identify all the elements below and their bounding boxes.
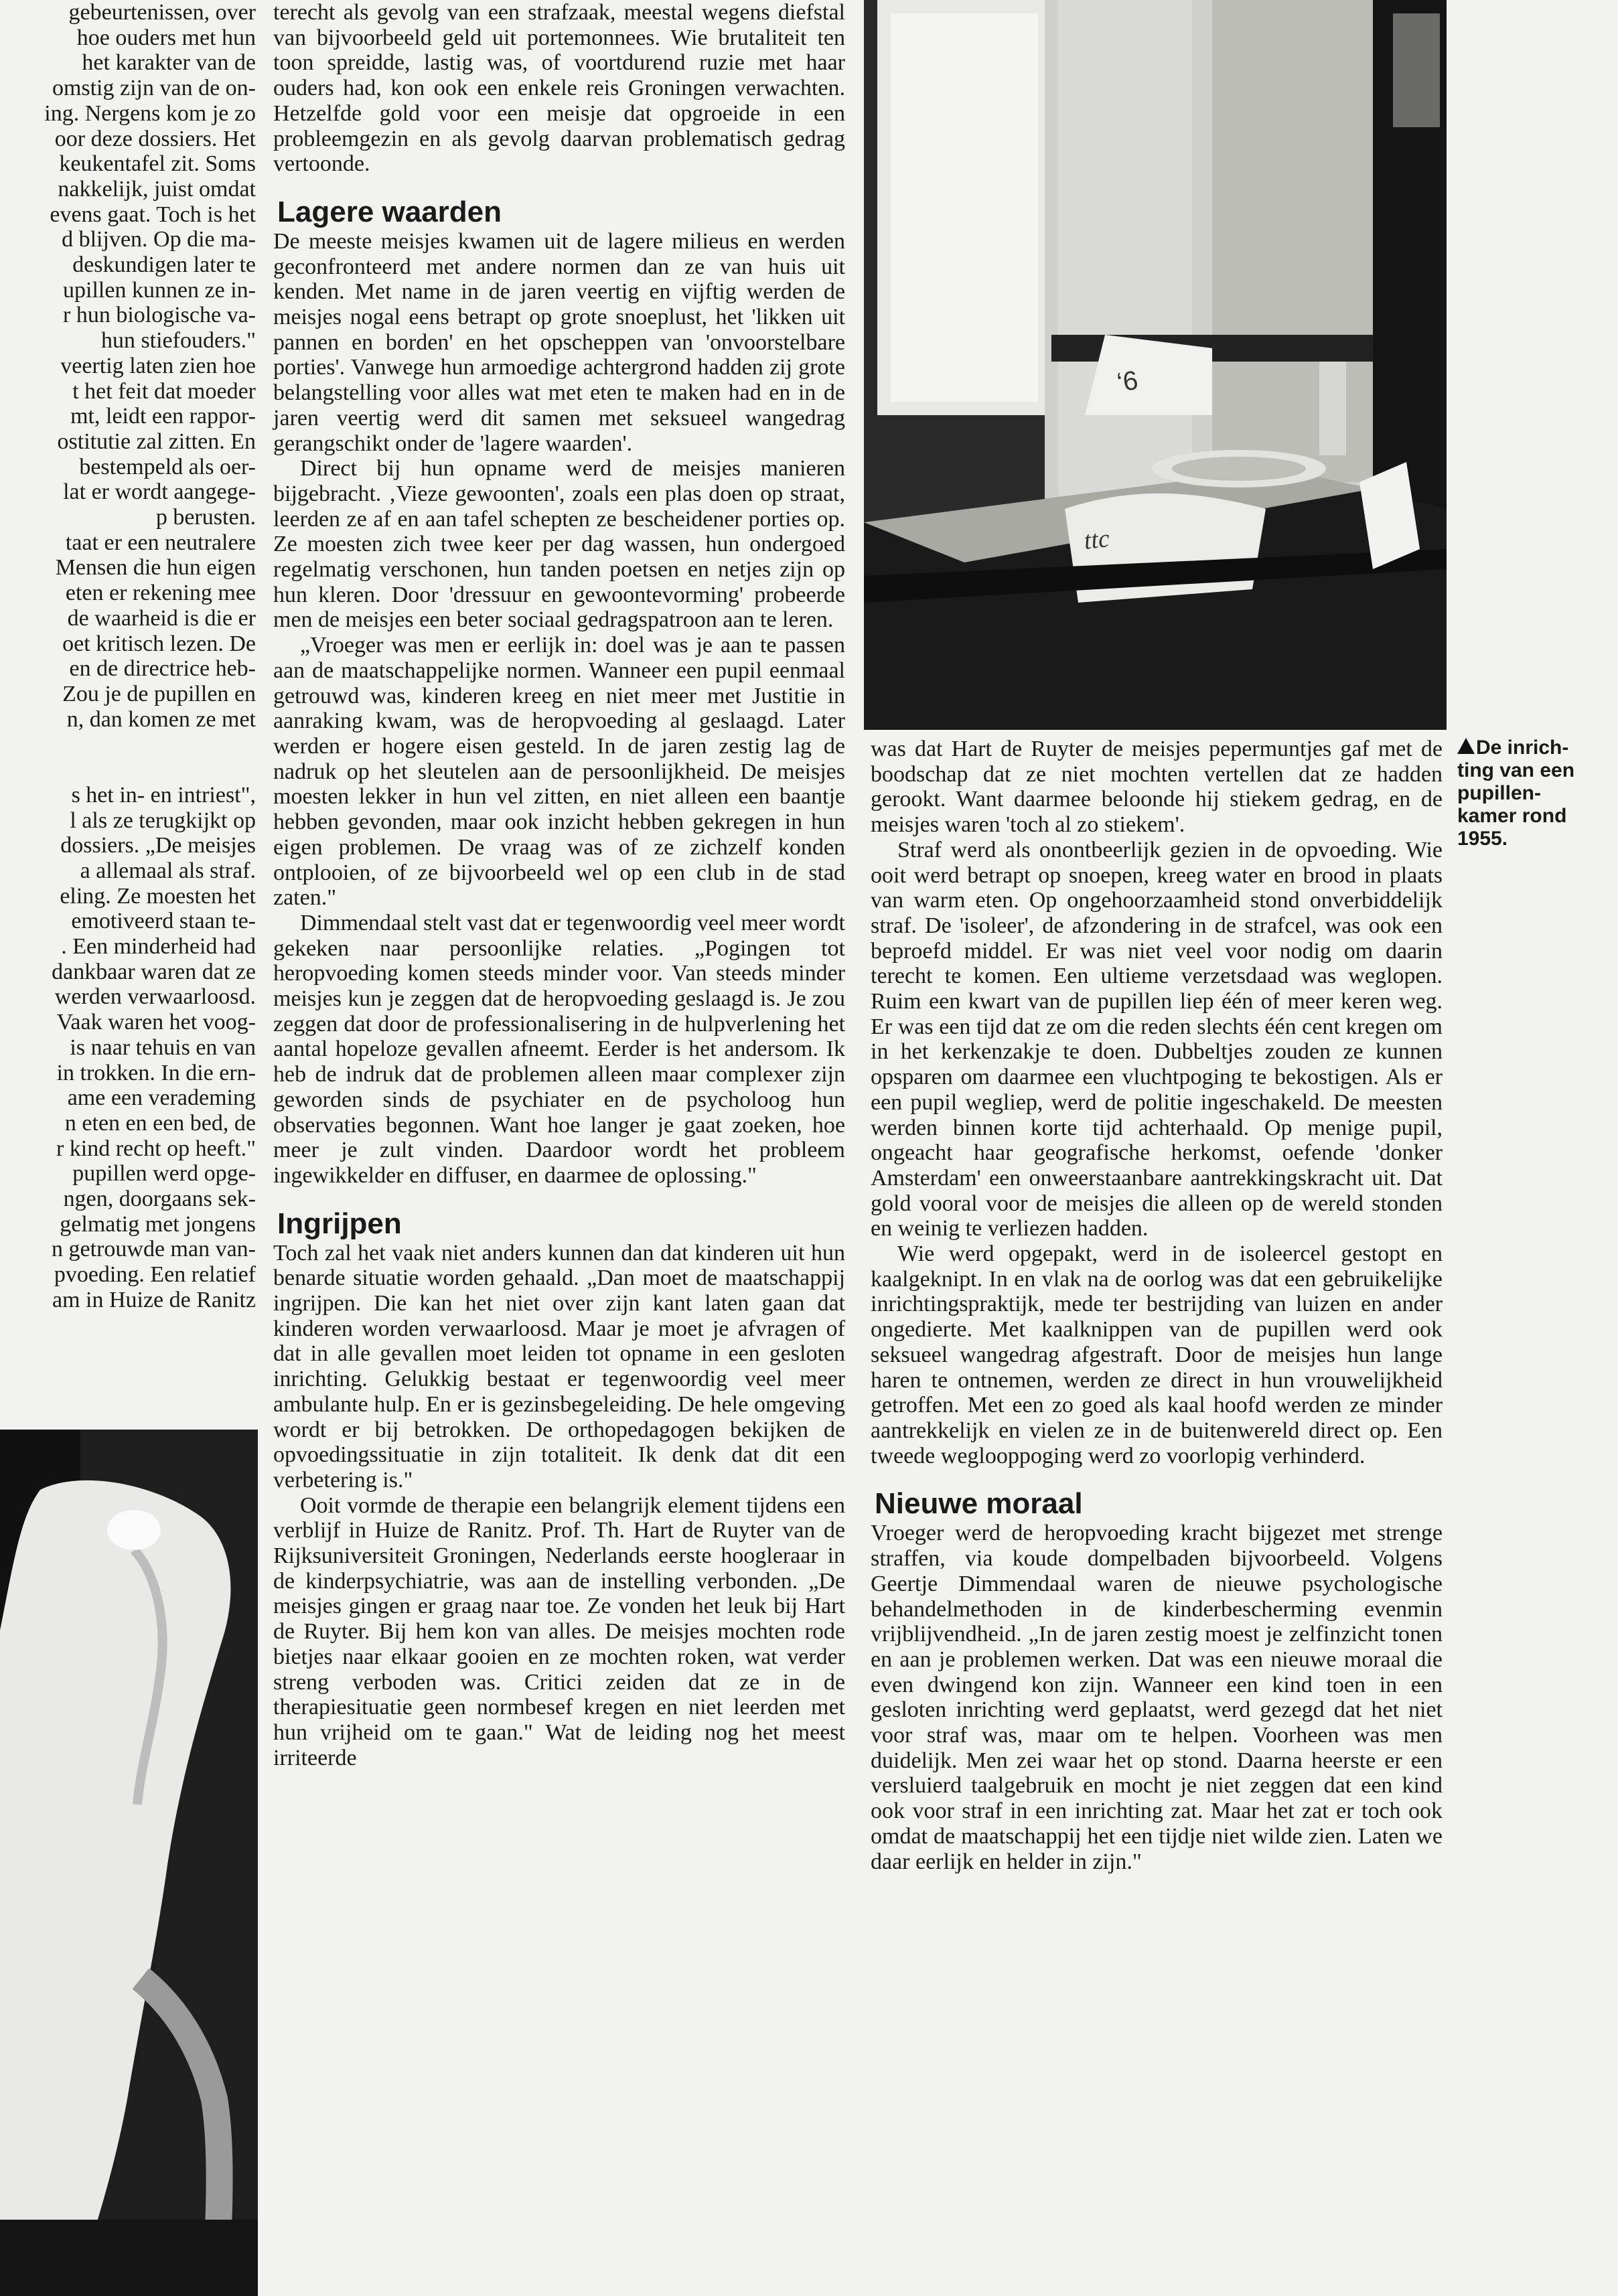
paragraph: Wie werd opgepakt, werd in de isoleercel gestopt en kaalgeknipt. In en vlak na de oorlog was dat een gebruikelijke inrichtingspraktijk, mede ter bestrijding van luizen en ander ongedierte. Met kaalknippen van de pupillen werd ook seksueel wangedrag afgestraft. Door de meisjes hun lange haren te ontnemen, werden ze direct in hun vrouwelijkheid getroffen. Met een zo goed als kaal hoofd werden ze minder aantrekkelijk en vielen ze in de buitenwereld direct op. Een tweede weglooppoging werd zo voorlopig verhinderd. bbox=[871, 1241, 1443, 1468]
column-left-line: en de directrice heb- bbox=[69, 656, 256, 682]
column-left-line: nakkelijk, juist omdat bbox=[58, 176, 256, 202]
paragraph: Toch zal het vaak niet anders kunnen dan dat kinderen uit hun benarde situatie worden gehaald. „Dan moet de maatschappij ingrijpen. Die kan het niet over zijn kant laten gaan dat kinderen worden verwaarloosd. Maar je moet je afvragen of dat in alle gevallen moet leiden tot opname in een gesloten inrichting. Gelukkig bestaat er tegenwoordig veel meer ambulante hulp. En er is gezinsbegeleiding. De hele omgeving wordt er bij betrokken. De orthopedagogen bekijken de opvoedingssituatie in zijn totaliteit. Ik denk dat dit een verbetering is." bbox=[273, 1240, 845, 1493]
column-left-line bbox=[0, 757, 256, 783]
column-left-line bbox=[0, 732, 256, 757]
column-left-line: p berusten. bbox=[155, 505, 256, 530]
column-left-line: evens gaat. Toch is het bbox=[50, 202, 256, 227]
column-left-line: hoe ouders met hun bbox=[76, 25, 256, 50]
column-left-line: upillen kunnen ze in- bbox=[63, 277, 256, 303]
photo-caption bbox=[1457, 737, 1611, 850]
photo-girl-bending bbox=[0, 1430, 258, 2296]
column-left-line: het karakter van de bbox=[82, 50, 256, 76]
column-middle bbox=[268, 0, 855, 2296]
column-left-line: l als ze terugkijkt op bbox=[70, 808, 256, 833]
column-left-line: eten er rekening mee bbox=[65, 581, 256, 606]
paragraph: Straf werd als onontbeerlijk gezien in de opvoeding. Wie ooit werd betrapt op snoepen, kreeg water en brood in plaats van warm eten. Op ongehoorzaamheid stond onverbiddelijk straf. De 'isoleer', de afzondering in de strafcel, was ook een beproefd middel. Er was niet veel voor nodig om daarin terecht te komen. Een ultieme verzetsdaad was weglopen. Ruim een kwart van de pupillen liep één of meer keren weg. Er was een tijd dat ze om die reden slechts één cent kregen om in het kerkenzakje te doen. Dubbeltjes zouden ze kunnen opsparen om daarmee een vluchtpoging te bekostigen. Als er een pupil wegliep, werd de politie ingeschakeld. De meesten werden binnen korte tijd achterhaald. Op menige pupil, ongeacht haar geografische herkomst, oefende 'donker Amsterdam' een onweerstaanbare aantrekkingskracht uit. Dat gold vooral voor de meisjes die alleen op de wereld stonden en weinig te verliezen hadden. bbox=[871, 837, 1443, 1241]
paragraph: Vroeger werd de heropvoeding kracht bijgezet met strenge straffen, via koude dompelbaden bijvoorbeeld. Volgens Geertje Dimmendaal waren de nieuwe psychologische behandelmethoden in de kinderbescherming evenmin vrijblijvendheid. „In de jaren zestig moest je zelfinzicht tonen en aan je problemen werken. Dat was een nieuwe moraal die even dwingend kon zijn. Wanneer een kind toen in een gesloten inrichting werd geplaatst, werd gezegd dat het niet voor straf was, maar om te helpen. Voorheen was men duidelijk. Men zei waar het op stond. Daarna heerste er een versluierd taalgebruik en mocht je niet zeggen dat een kind ook voor straf in een inrichting zat. Maar het zat er toch ook omdat de maatschappij het een tijdje niet wilde zien. Laten we daar eerlijk en helder in zijn." bbox=[871, 1521, 1443, 1874]
column-left-line: n eten en een bed, de bbox=[64, 1110, 256, 1136]
column-left-line: s het in- en intriest", bbox=[71, 782, 256, 808]
column-left-line: Zou je de pupillen en bbox=[62, 681, 256, 706]
photo-text: ttc bbox=[1082, 524, 1111, 555]
column-middle-text bbox=[273, 0, 845, 1770]
paragraph: Ooit vormde de therapie een belangrijk element tijdens een verblijf in Huize de Ranitz. Prof. Th. Hart de Ruyter van de Rijksuniversiteit Groningen, Nederlands eerste hoogleraar in de kinderpsychiatrie, was aan de instelling verbonden. „De meisjes gingen er graag naar toe. Ze vonden het leuk bij Hart de Ruyter. Bij hem kon van alles. De meisjes mochten rode bietjes naar elkaar gooien en ze mochten roken, wat verder streng verboden was. Critici zeiden dat ze in de therapiesituatie geen normbesef kregen en niet leerden met hun vrijheid om te gaan." Wat de leiding nog het meest irriteerde bbox=[273, 1493, 845, 1770]
section-heading-lagere-waarden: Lagere waarden bbox=[277, 195, 502, 228]
column-right-text bbox=[871, 737, 1443, 1874]
column-left-line: bestempeld als oer- bbox=[79, 454, 256, 479]
caption-line: kamer rond bbox=[1457, 805, 1567, 827]
column-left-line: ngen, doorgaans sek- bbox=[63, 1187, 256, 1212]
column-left-line: deskundigen later te bbox=[72, 252, 256, 278]
column-left-line: ame een verademing bbox=[67, 1085, 256, 1111]
caption-line: De inrich- bbox=[1476, 737, 1569, 759]
column-left-line: a allemaal als straf. bbox=[80, 858, 256, 883]
column-left-line: omstig zijn van de on- bbox=[52, 76, 256, 101]
column-left-line: d blijven. Op die ma- bbox=[62, 227, 256, 252]
section-heading-ingrijpen: Ingrijpen bbox=[277, 1207, 402, 1240]
column-left-line: Vaak waren het voog- bbox=[56, 1010, 256, 1035]
caption-line: ting van een bbox=[1457, 759, 1575, 781]
column-left-line: hun stiefouders." bbox=[100, 328, 256, 354]
section-heading-nieuwe-moraal: Nieuwe moraal bbox=[875, 1487, 1083, 1521]
column-left-line: ing. Nergens kom je zo bbox=[44, 100, 256, 126]
column-left-line: oor deze dossiers. Het bbox=[54, 126, 256, 151]
paragraph: Direct bij hun opname werd de meisjes manieren bijgebracht. ‚Vieze gewoonten', zoals een plas doen op straat, leerden ze af en aan tafel schepten ze bescheidener porties op. Ze moesten zich twee keer per dag wassen, hun ondergoed regelmatig verschonen, hun tanden poetsen en netjes zijn op hun kleren. Door 'dressuur en gewoontevorming' probeerde men de meisjes een beter sociaal gedragspatroon aan te leren. bbox=[273, 456, 845, 633]
caption-line: pupillen- bbox=[1457, 782, 1541, 804]
column-left-line: lat er wordt aangege- bbox=[63, 479, 256, 505]
paragraph: terecht als gevolg van een strafzaak, meestal wegens diefstal van bijvoorbeeld geld uit portemonnees. Wie brutaliteit ten toon spreidde, lastig was, of voortdurend ruzie met haar ouders had, kon ook een enkele reis Groningen verwachten. Hetzelfde gold voor een meisje dat opgroeide in een probleemgezin en als gevolg daarvan problematisch gedrag vertoonde. bbox=[273, 0, 845, 177]
column-left-line: emotiveerd staan te- bbox=[71, 909, 256, 934]
column-left-line: n getrouwde man van- bbox=[52, 1237, 256, 1262]
column-left-line: pupillen werd opge- bbox=[72, 1161, 256, 1187]
column-left-line: keukentafel zit. Soms bbox=[59, 151, 256, 177]
paragraph: Dimmendaal stelt vast dat er tegenwoordig veel meer wordt gekeken naar persoonlijke relaties. „Pogingen tot heropvoeding komen steeds minder voor. Van steeds minder meisjes kun je zeggen dat de heropvoeding geslaagd is. Je zou zeggen dat door de professionalisering in de hulpverlening het aantal hopeloze gevallen afneemt. Eerder is het andersom. Ik heb de indruk dat de problemen alleen maar complexer zijn geworden sinds de psychiater en de psycholoog hun observaties begonnen. Want hoe langer je gaat zoeken, hoe meer je zult vinden. Daardoor wordt het probleem ingewikkelder en diffuser, en daarmee de oplossing." bbox=[273, 910, 845, 1188]
caption-line: 1955. bbox=[1457, 828, 1508, 850]
column-left-line: Mensen die hun eigen bbox=[55, 555, 256, 581]
column-left-line: r hun biologische va- bbox=[63, 303, 256, 328]
triangle-up-icon bbox=[1457, 738, 1475, 754]
column-left-line: am in Huize de Ranitz bbox=[52, 1287, 256, 1312]
paragraph: „Vroeger was men er eerlijk in: doel was je aan te passen aan de maatschappelijke normen. Wanneer een pupil eenmaal getrouwd was, kinderen kreeg en niet meer met Justitie in aanraking kwam, was de heropvoeding al geslaagd. Later werden er hogere eisen gesteld. In de jaren zestig lag de nadruk op het sleutelen aan de persoonlijkheid. De meisjes moesten lekker in hun vel zitten, en niet alleen een baantje hebben gevonden, maar ook inzicht hebben gekregen in hun eigen problemen. De vraag was of ze zichzelf konden ontplooien, of ze bijvoorbeeld wel op een club in de stad zaten." bbox=[273, 633, 845, 911]
column-left-line: . Een minderheid had bbox=[61, 934, 256, 960]
svg-text:‘6: ‘6 bbox=[1115, 366, 1141, 398]
column-left-line: gebeurtenissen, over bbox=[68, 0, 256, 25]
column-left-line: dankbaar waren dat ze bbox=[52, 959, 256, 984]
column-left-line: werden verwaarloosd. bbox=[54, 984, 256, 1010]
column-left-line: de waarheid is die er bbox=[67, 605, 256, 631]
column-left-line: gelmatig met jongens bbox=[60, 1211, 256, 1237]
column-left-line: r kind recht op heeft." bbox=[56, 1136, 256, 1161]
column-left-line: taat er een neutralere bbox=[65, 530, 256, 555]
column-left-line: pvoeding. Een relatief bbox=[54, 1262, 256, 1288]
column-left-line: ostitutie zal zitten. En bbox=[57, 429, 256, 454]
paragraph: De meeste meisjes kwamen uit de lagere milieus en werden geconfronteerd met andere normen dan ze van huis uit kenden. Met name in de jaren veertig en vijftig werden de meisjes nogal eens betrapt op grote snoeplust, het 'likken uit pannen en borden' en het opscheppen van 'onvoorstelbare porties'. Vanwege hun armoedige achtergrond hadden zij grote belangstelling voor alles wat met eten te maken had en in de jaren veertig werd dit samen met seksueel wangedrag gerangschikt onder de 'lagere waarden'. bbox=[273, 228, 845, 456]
column-right bbox=[864, 0, 1447, 2296]
column-left-line: n, dan komen ze met bbox=[66, 706, 256, 732]
column-left-line: is naar tehuis en van bbox=[70, 1035, 256, 1060]
column-left-line: in trokken. In die ern- bbox=[56, 1060, 256, 1085]
paragraph: was dat Hart de Ruyter de meisjes pepermuntjes gaf met de boodschap dat ze niet mochten vertellen dat ze hadden gerookt. Want daarmee beloonde hij stiekem gedrag, en de meisjes waren 'toch al zo stiekem'. bbox=[871, 737, 1443, 838]
column-left-line: eling. Ze moesten het bbox=[60, 883, 256, 909]
column-left-text bbox=[0, 0, 256, 1313]
column-left-line: t het feit dat moeder bbox=[72, 378, 256, 404]
column-left-line: veertig laten zien hoe bbox=[60, 353, 256, 378]
column-left-line: oet kritisch lezen. De bbox=[62, 631, 256, 656]
column-left-line: dossiers. „De meisjes bbox=[60, 833, 256, 858]
column-left-line: mt, leidt een rappor- bbox=[70, 404, 256, 429]
